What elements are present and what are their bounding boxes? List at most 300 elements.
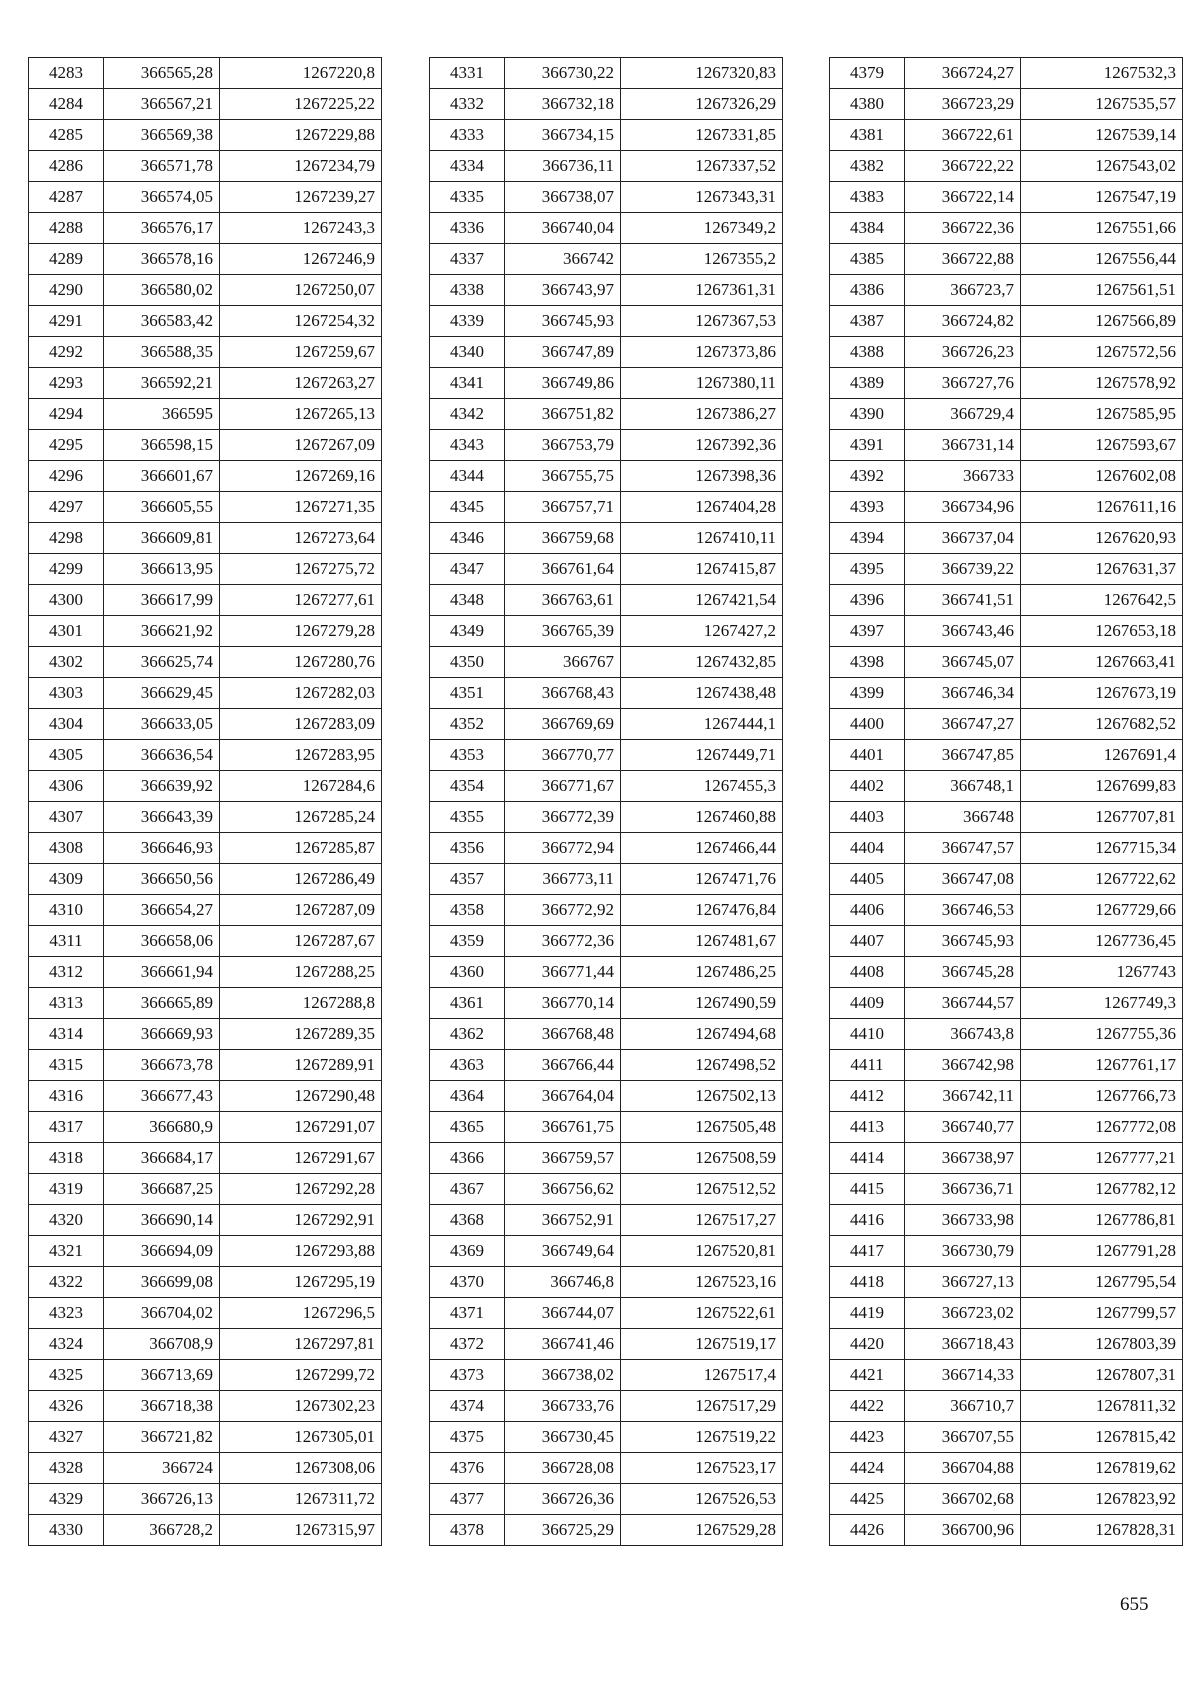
point-number-cell: 4415: [830, 1174, 905, 1205]
table-row: [430, 368, 783, 399]
y-coordinate-cell: 1267361,31: [621, 275, 783, 306]
table-row: [29, 957, 382, 988]
table-row: [430, 957, 783, 988]
point-number-cell: 4354: [430, 771, 505, 802]
y-coordinate-cell: 1267663,41: [1021, 647, 1183, 678]
y-coordinate-cell: 1267246,9: [220, 244, 382, 275]
point-number-cell: 4316: [29, 1081, 104, 1112]
x-coordinate-cell: 366761,75: [505, 1112, 621, 1143]
y-coordinate-cell: 1267653,18: [1021, 616, 1183, 647]
table-row: [830, 1360, 1183, 1391]
x-coordinate-cell: 366751,82: [505, 399, 621, 430]
y-coordinate-cell: 1267239,27: [220, 182, 382, 213]
y-coordinate-cell: 1267444,1: [621, 709, 783, 740]
point-number-cell: 4420: [830, 1329, 905, 1360]
y-coordinate-cell: 1267279,28: [220, 616, 382, 647]
x-coordinate-cell: 366741,46: [505, 1329, 621, 1360]
table-row: [430, 182, 783, 213]
table-row: [430, 1267, 783, 1298]
point-number-cell: 4306: [29, 771, 104, 802]
point-number-cell: 4352: [430, 709, 505, 740]
table-row: [830, 337, 1183, 368]
coordinates-table-middle: [429, 57, 783, 1546]
table-row: [430, 771, 783, 802]
point-number-cell: 4327: [29, 1422, 104, 1453]
x-coordinate-cell: 366714,33: [905, 1360, 1021, 1391]
point-number-cell: 4365: [430, 1112, 505, 1143]
table-row: [430, 1329, 783, 1360]
table-row: [830, 1484, 1183, 1515]
coordinates-table-right: [829, 57, 1183, 1546]
x-coordinate-cell: 366723,02: [905, 1298, 1021, 1329]
y-coordinate-cell: 1267263,27: [220, 368, 382, 399]
y-coordinate-cell: 1267259,67: [220, 337, 382, 368]
table-row: [29, 430, 382, 461]
point-number-cell: 4322: [29, 1267, 104, 1298]
y-coordinate-cell: 1267373,86: [621, 337, 783, 368]
y-coordinate-cell: 1267282,03: [220, 678, 382, 709]
y-coordinate-cell: 1267508,59: [621, 1143, 783, 1174]
y-coordinate-cell: 1267455,3: [621, 771, 783, 802]
y-coordinate-cell: 1267539,14: [1021, 120, 1183, 151]
table-row: [29, 833, 382, 864]
x-coordinate-cell: 366773,11: [505, 864, 621, 895]
x-coordinate-cell: 366633,05: [104, 709, 220, 740]
point-number-cell: 4300: [29, 585, 104, 616]
x-coordinate-cell: 366725,29: [505, 1515, 621, 1546]
x-coordinate-cell: 366694,09: [104, 1236, 220, 1267]
point-number-cell: 4350: [430, 647, 505, 678]
y-coordinate-cell: 1267283,09: [220, 709, 382, 740]
y-coordinate-cell: 1267283,95: [220, 740, 382, 771]
table-row: [29, 368, 382, 399]
coordinates-table-left: [28, 57, 382, 1546]
y-coordinate-cell: 1267349,2: [621, 213, 783, 244]
point-number-cell: 4400: [830, 709, 905, 740]
point-number-cell: 4390: [830, 399, 905, 430]
point-number-cell: 4323: [29, 1298, 104, 1329]
table-row: [830, 182, 1183, 213]
y-coordinate-cell: 1267289,35: [220, 1019, 382, 1050]
table-row: [29, 492, 382, 523]
x-coordinate-cell: 366736,71: [905, 1174, 1021, 1205]
x-coordinate-cell: 366743,46: [905, 616, 1021, 647]
table-row: [830, 647, 1183, 678]
x-coordinate-cell: 366749,86: [505, 368, 621, 399]
x-coordinate-cell: 366661,94: [104, 957, 220, 988]
point-number-cell: 4372: [430, 1329, 505, 1360]
table-row: [830, 306, 1183, 337]
table-row: [830, 771, 1183, 802]
table-row: [430, 833, 783, 864]
point-number-cell: 4319: [29, 1174, 104, 1205]
table-row: [29, 1329, 382, 1360]
y-coordinate-cell: 1267286,49: [220, 864, 382, 895]
x-coordinate-cell: 366752,91: [505, 1205, 621, 1236]
table-row: [29, 1360, 382, 1391]
x-coordinate-cell: 366601,67: [104, 461, 220, 492]
point-number-cell: 4301: [29, 616, 104, 647]
table-row: [830, 554, 1183, 585]
x-coordinate-cell: 366621,92: [104, 616, 220, 647]
x-coordinate-cell: 366650,56: [104, 864, 220, 895]
x-coordinate-cell: 366605,55: [104, 492, 220, 523]
y-coordinate-cell: 1267642,5: [1021, 585, 1183, 616]
table-row: [830, 1453, 1183, 1484]
x-coordinate-cell: 366646,93: [104, 833, 220, 864]
point-number-cell: 4318: [29, 1143, 104, 1174]
x-coordinate-cell: 366722,61: [905, 120, 1021, 151]
point-number-cell: 4424: [830, 1453, 905, 1484]
point-number-cell: 4388: [830, 337, 905, 368]
table-row: [830, 678, 1183, 709]
table-row: [430, 89, 783, 120]
page-number: 655: [1120, 1594, 1149, 1615]
y-coordinate-cell: 1267517,27: [621, 1205, 783, 1236]
y-coordinate-cell: 1267691,4: [1021, 740, 1183, 771]
x-coordinate-cell: 366730,22: [505, 58, 621, 89]
table-row: [430, 709, 783, 740]
table-row: [430, 399, 783, 430]
x-coordinate-cell: 366567,21: [104, 89, 220, 120]
x-coordinate-cell: 366737,04: [905, 523, 1021, 554]
table-row: [430, 740, 783, 771]
table-row: [29, 1453, 382, 1484]
x-coordinate-cell: 366722,14: [905, 182, 1021, 213]
point-number-cell: 4310: [29, 895, 104, 926]
x-coordinate-cell: 366609,81: [104, 523, 220, 554]
table-row: [29, 1484, 382, 1515]
x-coordinate-cell: 366654,27: [104, 895, 220, 926]
x-coordinate-cell: 366745,93: [905, 926, 1021, 957]
table-row: [430, 1360, 783, 1391]
table-row: [29, 771, 382, 802]
y-coordinate-cell: 1267543,02: [1021, 151, 1183, 182]
x-coordinate-cell: 366722,36: [905, 213, 1021, 244]
y-coordinate-cell: 1267291,07: [220, 1112, 382, 1143]
point-number-cell: 4412: [830, 1081, 905, 1112]
point-number-cell: 4293: [29, 368, 104, 399]
table-row: [830, 864, 1183, 895]
y-coordinate-cell: 1267287,09: [220, 895, 382, 926]
x-coordinate-cell: 366588,35: [104, 337, 220, 368]
x-coordinate-cell: 366759,68: [505, 523, 621, 554]
y-coordinate-cell: 1267287,67: [220, 926, 382, 957]
point-number-cell: 4383: [830, 182, 905, 213]
point-number-cell: 4409: [830, 988, 905, 1019]
table-row: [830, 492, 1183, 523]
point-number-cell: 4411: [830, 1050, 905, 1081]
table-row: [830, 926, 1183, 957]
x-coordinate-cell: 366658,06: [104, 926, 220, 957]
y-coordinate-cell: 1267220,8: [220, 58, 382, 89]
point-number-cell: 4378: [430, 1515, 505, 1546]
y-coordinate-cell: 1267795,54: [1021, 1267, 1183, 1298]
table-row: [430, 1112, 783, 1143]
point-number-cell: 4357: [430, 864, 505, 895]
point-number-cell: 4334: [430, 151, 505, 182]
point-number-cell: 4364: [430, 1081, 505, 1112]
point-number-cell: 4403: [830, 802, 905, 833]
table-row: [29, 399, 382, 430]
point-number-cell: 4312: [29, 957, 104, 988]
table-row: [430, 988, 783, 1019]
point-number-cell: 4338: [430, 275, 505, 306]
point-number-cell: 4389: [830, 368, 905, 399]
y-coordinate-cell: 1267290,48: [220, 1081, 382, 1112]
table-row: [29, 1236, 382, 1267]
point-number-cell: 4425: [830, 1484, 905, 1515]
y-coordinate-cell: 1267828,31: [1021, 1515, 1183, 1546]
table-row: [830, 1081, 1183, 1112]
x-coordinate-cell: 366772,36: [505, 926, 621, 957]
point-number-cell: 4382: [830, 151, 905, 182]
y-coordinate-cell: 1267682,52: [1021, 709, 1183, 740]
x-coordinate-cell: 366571,78: [104, 151, 220, 182]
y-coordinate-cell: 1267415,87: [621, 554, 783, 585]
x-coordinate-cell: 366625,74: [104, 647, 220, 678]
y-coordinate-cell: 1267547,19: [1021, 182, 1183, 213]
table-row: [430, 926, 783, 957]
y-coordinate-cell: 1267308,06: [220, 1453, 382, 1484]
point-number-cell: 4371: [430, 1298, 505, 1329]
y-coordinate-cell: 1267449,71: [621, 740, 783, 771]
x-coordinate-cell: 366769,69: [505, 709, 621, 740]
y-coordinate-cell: 1267502,13: [621, 1081, 783, 1112]
table-row: [830, 740, 1183, 771]
table-row: [830, 1391, 1183, 1422]
x-coordinate-cell: 366643,39: [104, 802, 220, 833]
x-coordinate-cell: 366742,98: [905, 1050, 1021, 1081]
y-coordinate-cell: 1267427,2: [621, 616, 783, 647]
x-coordinate-cell: 366744,07: [505, 1298, 621, 1329]
point-number-cell: 4346: [430, 523, 505, 554]
x-coordinate-cell: 366743,8: [905, 1019, 1021, 1050]
table-row: [430, 275, 783, 306]
x-coordinate-cell: 366565,28: [104, 58, 220, 89]
table-row: [29, 1019, 382, 1050]
table-row: [430, 1050, 783, 1081]
x-coordinate-cell: 366766,44: [505, 1050, 621, 1081]
table-row: [29, 895, 382, 926]
y-coordinate-cell: 1267460,88: [621, 802, 783, 833]
y-coordinate-cell: 1267519,17: [621, 1329, 783, 1360]
y-coordinate-cell: 1267234,79: [220, 151, 382, 182]
table-row: [29, 616, 382, 647]
x-coordinate-cell: 366617,99: [104, 585, 220, 616]
point-number-cell: 4303: [29, 678, 104, 709]
x-coordinate-cell: 366741,51: [905, 585, 1021, 616]
point-number-cell: 4398: [830, 647, 905, 678]
table-row: [830, 957, 1183, 988]
point-number-cell: 4361: [430, 988, 505, 1019]
y-coordinate-cell: 1267578,92: [1021, 368, 1183, 399]
x-coordinate-cell: 366704,02: [104, 1298, 220, 1329]
x-coordinate-cell: 366763,61: [505, 585, 621, 616]
y-coordinate-cell: 1267611,16: [1021, 492, 1183, 523]
point-number-cell: 4330: [29, 1515, 104, 1546]
x-coordinate-cell: 366770,77: [505, 740, 621, 771]
x-coordinate-cell: 366744,57: [905, 988, 1021, 1019]
point-number-cell: 4287: [29, 182, 104, 213]
table-row: [830, 616, 1183, 647]
table-row: [29, 120, 382, 151]
table-row: [830, 430, 1183, 461]
x-coordinate-cell: 366578,16: [104, 244, 220, 275]
x-coordinate-cell: 366749,64: [505, 1236, 621, 1267]
point-number-cell: 4393: [830, 492, 905, 523]
point-number-cell: 4419: [830, 1298, 905, 1329]
y-coordinate-cell: 1267505,48: [621, 1112, 783, 1143]
x-coordinate-cell: 366736,11: [505, 151, 621, 182]
point-number-cell: 4333: [430, 120, 505, 151]
point-number-cell: 4360: [430, 957, 505, 988]
y-coordinate-cell: 1267551,66: [1021, 213, 1183, 244]
point-number-cell: 4387: [830, 306, 905, 337]
table-row: [430, 647, 783, 678]
table-row: [29, 926, 382, 957]
y-coordinate-cell: 1267673,19: [1021, 678, 1183, 709]
table-row: [29, 58, 382, 89]
table-row: [430, 1484, 783, 1515]
x-coordinate-cell: 366713,69: [104, 1360, 220, 1391]
point-number-cell: 4359: [430, 926, 505, 957]
x-coordinate-cell: 366740,04: [505, 213, 621, 244]
x-coordinate-cell: 366768,43: [505, 678, 621, 709]
point-number-cell: 4418: [830, 1267, 905, 1298]
y-coordinate-cell: 1267269,16: [220, 461, 382, 492]
y-coordinate-cell: 1267620,93: [1021, 523, 1183, 554]
table-row: [830, 523, 1183, 554]
table-row: [830, 895, 1183, 926]
x-coordinate-cell: 366574,05: [104, 182, 220, 213]
point-number-cell: 4396: [830, 585, 905, 616]
y-coordinate-cell: 1267535,57: [1021, 89, 1183, 120]
x-coordinate-cell: 366726,23: [905, 337, 1021, 368]
x-coordinate-cell: 366733,98: [905, 1205, 1021, 1236]
x-coordinate-cell: 366728,08: [505, 1453, 621, 1484]
x-coordinate-cell: 366700,96: [905, 1515, 1021, 1546]
y-coordinate-cell: 1267292,28: [220, 1174, 382, 1205]
x-coordinate-cell: 366761,64: [505, 554, 621, 585]
table-row: [29, 89, 382, 120]
table-row: [29, 678, 382, 709]
point-number-cell: 4339: [430, 306, 505, 337]
point-number-cell: 4423: [830, 1422, 905, 1453]
point-number-cell: 4426: [830, 1515, 905, 1546]
x-coordinate-cell: 366684,17: [104, 1143, 220, 1174]
point-number-cell: 4392: [830, 461, 905, 492]
x-coordinate-cell: 366724,82: [905, 306, 1021, 337]
x-coordinate-cell: 366724: [104, 1453, 220, 1484]
x-coordinate-cell: 366747,08: [905, 864, 1021, 895]
table-row: [29, 1143, 382, 1174]
x-coordinate-cell: 366730,45: [505, 1422, 621, 1453]
table-row: [830, 1205, 1183, 1236]
y-coordinate-cell: 1267786,81: [1021, 1205, 1183, 1236]
point-number-cell: 4305: [29, 740, 104, 771]
point-number-cell: 4325: [29, 1360, 104, 1391]
point-number-cell: 4402: [830, 771, 905, 802]
y-coordinate-cell: 1267815,42: [1021, 1422, 1183, 1453]
point-number-cell: 4341: [430, 368, 505, 399]
table-row: [830, 1329, 1183, 1360]
table-row: [830, 585, 1183, 616]
x-coordinate-cell: 366747,89: [505, 337, 621, 368]
x-coordinate-cell: 366723,7: [905, 275, 1021, 306]
point-number-cell: 4309: [29, 864, 104, 895]
y-coordinate-cell: 1267285,24: [220, 802, 382, 833]
x-coordinate-cell: 366730,79: [905, 1236, 1021, 1267]
table-row: [430, 1143, 783, 1174]
y-coordinate-cell: 1267404,28: [621, 492, 783, 523]
x-coordinate-cell: 366687,25: [104, 1174, 220, 1205]
point-number-cell: 4385: [830, 244, 905, 275]
y-coordinate-cell: 1267729,66: [1021, 895, 1183, 926]
table-row: [830, 802, 1183, 833]
table-row: [29, 1174, 382, 1205]
table-row: [830, 275, 1183, 306]
point-number-cell: 4302: [29, 647, 104, 678]
point-number-cell: 4384: [830, 213, 905, 244]
table-row: [29, 151, 382, 182]
y-coordinate-cell: 1267254,32: [220, 306, 382, 337]
point-number-cell: 4422: [830, 1391, 905, 1422]
y-coordinate-cell: 1267715,34: [1021, 833, 1183, 864]
x-coordinate-cell: 366740,77: [905, 1112, 1021, 1143]
point-number-cell: 4366: [430, 1143, 505, 1174]
point-number-cell: 4355: [430, 802, 505, 833]
table-row: [430, 244, 783, 275]
y-coordinate-cell: 1267225,22: [220, 89, 382, 120]
point-number-cell: 4289: [29, 244, 104, 275]
x-coordinate-cell: 366770,14: [505, 988, 621, 1019]
table-row: [29, 1298, 382, 1329]
table-row: [430, 895, 783, 926]
y-coordinate-cell: 1267707,81: [1021, 802, 1183, 833]
point-number-cell: 4328: [29, 1453, 104, 1484]
table-row: [430, 802, 783, 833]
x-coordinate-cell: 366708,9: [104, 1329, 220, 1360]
point-number-cell: 4407: [830, 926, 905, 957]
y-coordinate-cell: 1267791,28: [1021, 1236, 1183, 1267]
y-coordinate-cell: 1267572,56: [1021, 337, 1183, 368]
table-row: [430, 616, 783, 647]
x-coordinate-cell: 366726,13: [104, 1484, 220, 1515]
x-coordinate-cell: 366743,97: [505, 275, 621, 306]
x-coordinate-cell: 366747,27: [905, 709, 1021, 740]
point-number-cell: 4414: [830, 1143, 905, 1174]
x-coordinate-cell: 366747,57: [905, 833, 1021, 864]
table-row: [29, 1391, 382, 1422]
point-number-cell: 4377: [430, 1484, 505, 1515]
table-row: [830, 1267, 1183, 1298]
point-number-cell: 4321: [29, 1236, 104, 1267]
y-coordinate-cell: 1267284,6: [220, 771, 382, 802]
y-coordinate-cell: 1267250,07: [220, 275, 382, 306]
point-number-cell: 4375: [430, 1422, 505, 1453]
table-row: [430, 1081, 783, 1112]
y-coordinate-cell: 1267777,21: [1021, 1143, 1183, 1174]
point-number-cell: 4349: [430, 616, 505, 647]
table-row: [830, 244, 1183, 275]
point-number-cell: 4311: [29, 926, 104, 957]
x-coordinate-cell: 366613,95: [104, 554, 220, 585]
point-number-cell: 4343: [430, 430, 505, 461]
x-coordinate-cell: 366583,42: [104, 306, 220, 337]
y-coordinate-cell: 1267782,12: [1021, 1174, 1183, 1205]
point-number-cell: 4358: [430, 895, 505, 926]
